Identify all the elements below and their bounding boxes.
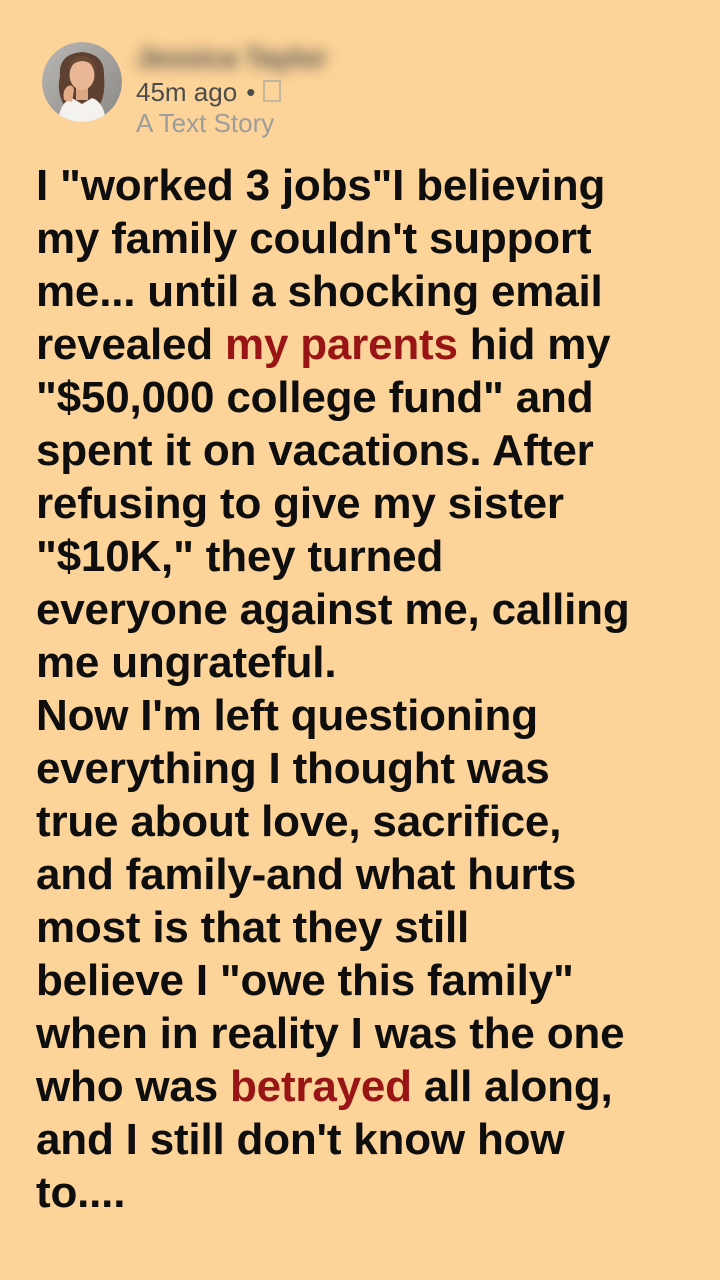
post-text <box>36 159 696 1219</box>
author-name-blurred[interactable]: Jessica Taylor <box>136 42 327 73</box>
post-text-line <box>36 848 696 901</box>
text-segment: true about love, sacrifice, <box>36 797 562 846</box>
timestamp-row <box>136 78 327 106</box>
post-text-line <box>36 689 696 742</box>
post-text-line <box>36 371 696 424</box>
post-text-line <box>36 742 696 795</box>
post-text-line <box>36 954 696 1007</box>
text-segment: Now I'm left questioning <box>36 691 538 740</box>
text-segment: when in reality I was the one <box>36 1009 625 1058</box>
post-text-line <box>36 1060 696 1113</box>
post-text-line <box>36 424 696 477</box>
post-text-line <box>36 212 696 265</box>
post-text-line <box>36 530 696 583</box>
post-text-line <box>36 901 696 954</box>
text-segment: most is that they still <box>36 903 470 952</box>
post-text-line <box>36 318 696 371</box>
text-segment: to.... <box>36 1168 126 1217</box>
highlighted-text: my parents <box>225 320 458 369</box>
text-segment: "$10K," they turned <box>36 532 444 581</box>
text-segment: I "worked 3 jobs"I believing <box>36 161 606 210</box>
post-text-line <box>36 1166 696 1219</box>
header-meta <box>136 42 327 137</box>
text-segment: and I still don't know how <box>36 1115 565 1164</box>
post-text-line <box>36 1007 696 1060</box>
text-segment: revealed <box>36 320 226 369</box>
post-text-line <box>36 1113 696 1166</box>
text-segment: spent it on vacations. After <box>36 426 594 475</box>
text-segment: all along, <box>411 1062 613 1111</box>
text-segment: me ungrateful. <box>36 638 337 687</box>
text-segment: believe I "owe this family" <box>36 956 574 1005</box>
post-subtitle: A Text Story <box>136 108 275 138</box>
text-segment: everyone against me, calling <box>36 585 630 634</box>
avatar[interactable] <box>42 42 122 122</box>
highlighted-text: betrayed <box>230 1062 412 1111</box>
text-segment: refusing to give my sister <box>36 479 564 528</box>
avatar-image <box>42 42 122 122</box>
privacy-icon <box>263 80 281 102</box>
text-segment: hid my <box>457 320 611 369</box>
separator-dot: • <box>246 77 256 107</box>
text-segment: everything I thought was <box>36 744 550 793</box>
text-segment: and family-and what hurts <box>36 850 577 899</box>
post-text-line <box>36 477 696 530</box>
post-text-line <box>36 159 696 212</box>
post-header <box>42 42 327 137</box>
post-text-line <box>36 636 696 689</box>
text-segment: "$50,000 college fund" and <box>36 373 594 422</box>
post-text-line <box>36 265 696 318</box>
post-text-line <box>36 583 696 636</box>
text-segment: who was <box>36 1062 230 1111</box>
post-timestamp[interactable]: 45m ago <box>136 77 238 107</box>
text-segment: me... until a shocking email <box>36 267 603 316</box>
text-segment: my family couldn't support <box>36 214 592 263</box>
post-text-line <box>36 795 696 848</box>
